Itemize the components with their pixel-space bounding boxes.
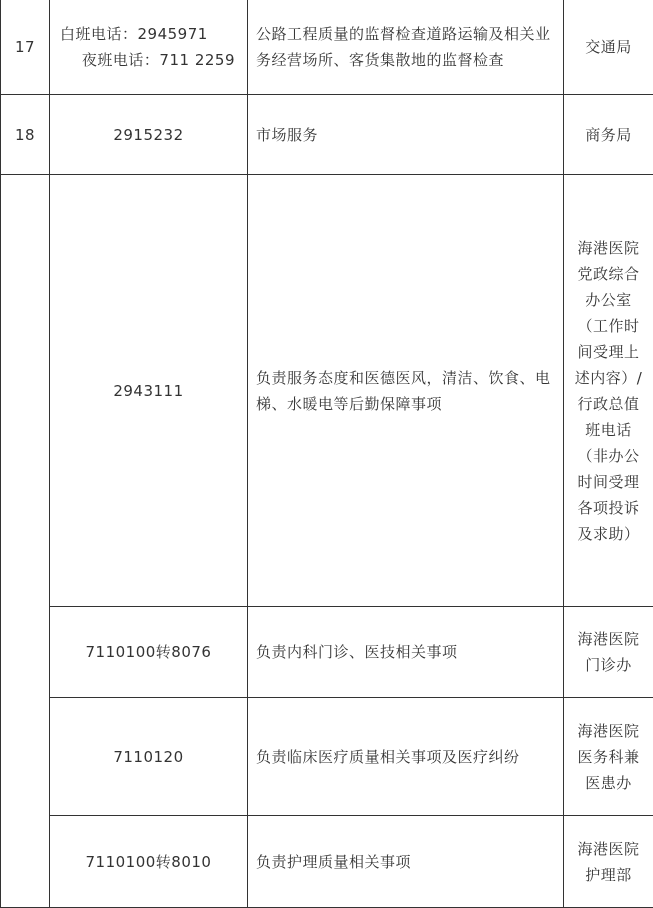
table-row [1, 0, 653, 95]
phone-cell: 2943111 [50, 175, 248, 607]
department-cell: 海港医院门诊办 [564, 607, 653, 698]
table-row [1, 175, 653, 607]
row-number: 18 [1, 95, 50, 175]
department-cell: 海港医院党政综合办公室（工作时间受理上述内容）/行政总值班电话（非办公时间受理各项投诉及求助） [564, 175, 653, 607]
row-number [1, 175, 50, 908]
day-phone: 白班电话：2945971 [58, 21, 239, 47]
table-row [1, 607, 653, 698]
description-cell: 负责内科门诊、医技相关事项 [248, 607, 564, 698]
description-cell: 负责服务态度和医德医风，清洁、饮食、电梯、水暖电等后勤保障事项 [248, 175, 564, 607]
phone-cell [50, 0, 248, 95]
department-cell: 商务局 [564, 95, 653, 175]
description-cell: 市场服务 [248, 95, 564, 175]
table-row [1, 698, 653, 816]
department-cell: 交通局 [564, 0, 653, 95]
description-cell: 负责护理质量相关事项 [248, 816, 564, 908]
phone-cell: 2915232 [50, 95, 248, 175]
phone-cell: 7110100转8076 [50, 607, 248, 698]
table-row [1, 816, 653, 908]
night-phone: 夜班电话：711 2259 [58, 47, 239, 73]
description-cell: 公路工程质量的监督检查道路运输及相关业务经营场所、客货集散地的监督检查 [248, 0, 564, 95]
row-number: 17 [1, 0, 50, 95]
department-cell: 海港医院护理部 [564, 816, 653, 908]
department-cell: 海港医院医务科兼医患办 [564, 698, 653, 816]
phone-cell: 7110100转8010 [50, 816, 248, 908]
phone-cell: 7110120 [50, 698, 248, 816]
table-row [1, 95, 653, 175]
description-cell: 负责临床医疗质量相关事项及医疗纠纷 [248, 698, 564, 816]
